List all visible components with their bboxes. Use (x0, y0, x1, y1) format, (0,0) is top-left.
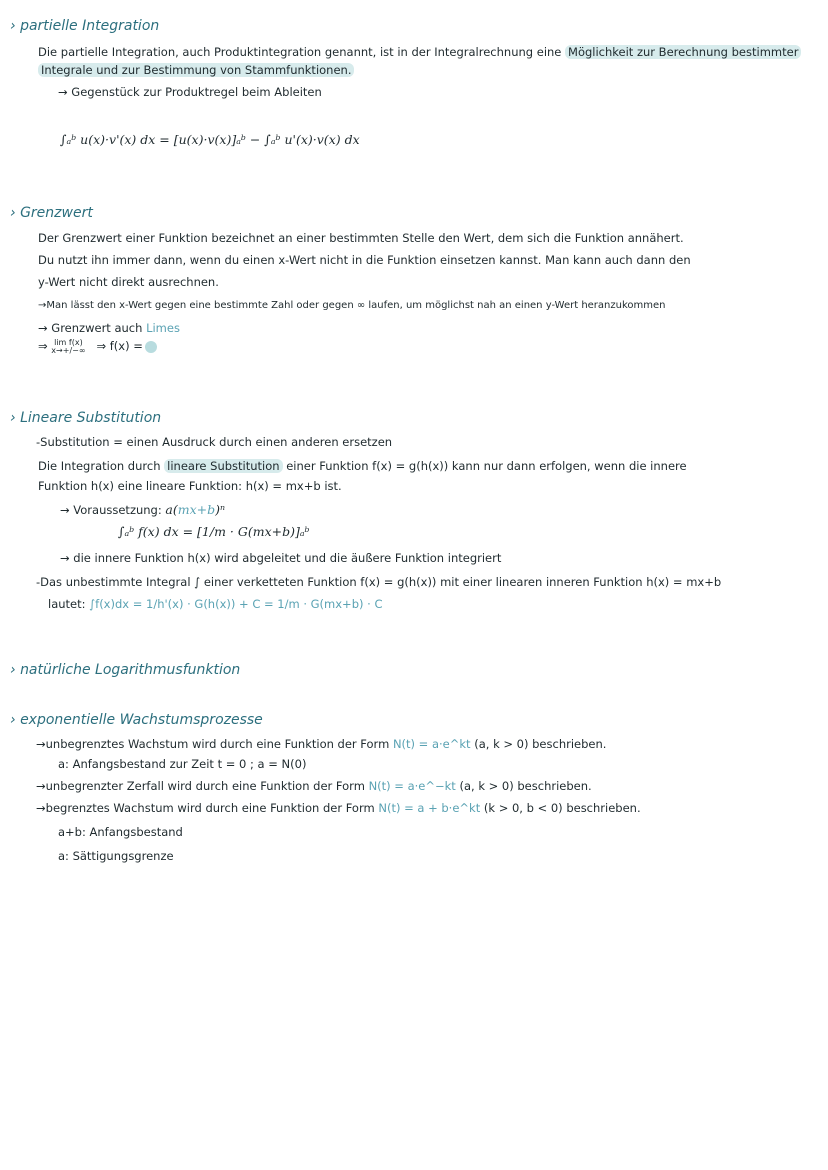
growth-initial: a: Anfangsbestand zur Zeit t = 0 ; a = N(0) (58, 757, 307, 771)
substitution-text-6: lautet: ∫f(x)dx = 1/h'(x) · G(h(x)) + C = 1/m · G(mx+b) · C (48, 597, 383, 611)
partial-integration-note: → Gegenstück zur Produktregel beim Ableiten (58, 85, 322, 99)
substitution-text-1: -Substitution = einen Ausdruck durch einen anderen ersetzen (36, 435, 393, 449)
substitution-formula: ∫ₐᵇ f(x) dx = [1/m · G(mx+b)]ₐᵇ (118, 524, 310, 539)
limit-text-2: Du nutzt ihn immer dann, wenn du einen x-Wert nicht in die Funktion einsetzen kannst. Man kann auch dann den (38, 253, 691, 267)
partial-integration-title: › partielle Integration (10, 18, 160, 34)
growth-bounded-initial: a+b: Anfangsbestand (58, 825, 183, 839)
substitution-text-3: Funktion h(x) eine lineare Funktion: h(x) = mx+b ist. (38, 479, 342, 493)
limit-text-4: →Man lässt den x-Wert gegen eine bestimmte Zahl oder gegen ∞ laufen, um möglichst nah an einen y-Wert heranzukommen (38, 300, 666, 311)
growth-saturation: a: Sättigungsgrenze (58, 849, 174, 863)
growth-title: › exponentielle Wachstumsprozesse (10, 712, 263, 728)
growth-unbounded: →unbegrenztes Wachstum wird durch eine Funktion der Form N(t) = a·e^kt (a, k > 0) beschrieben. (36, 737, 607, 751)
limit-title: › Grenzwert (10, 205, 93, 221)
growth-bounded: →begrenztes Wachstum wird durch eine Funktion der Form N(t) = a + b·e^kt (k > 0, b < 0) beschrieben. (36, 801, 641, 815)
substitution-condition: → Voraussetzung: a(mx+b)ⁿ (60, 502, 226, 517)
limit-text-3: y-Wert nicht direkt ausrechnen. (38, 275, 219, 289)
limit-text-5: → Grenzwert auch Limes (38, 321, 180, 335)
partial-integration-formula: ∫ₐᵇ u(x)·v'(x) dx = [u(x)·v(x)]ₐᵇ − ∫ₐᵇ u'(x)·v(x) dx (60, 132, 360, 147)
partial-integration-text-2: Integrale und zur Bestimmung von Stammfunktionen. (38, 62, 354, 78)
substitution-text-4: → die innere Funktion h(x) wird abgeleitet und die äußere Funktion integriert (60, 551, 502, 565)
substitution-text-2: Die Integration durch lineare Substitution einer Funktion f(x) = g(h(x)) kann nur dann erfolgen, wenn die innere (38, 459, 687, 473)
limit-formula: ⇒ lim f(x) x→+/−∞ ⇒ f(x) = (38, 338, 157, 355)
substitution-text-5: -Das unbestimmte Integral ∫ einer verketteten Funktion f(x) = g(h(x)) mit einer linearen inneren Funktion h(x) = mx+b (36, 575, 722, 589)
substitution-title: › Lineare Substitution (10, 410, 162, 426)
partial-integration-text-1: Die partielle Integration, auch Produktintegration genannt, ist in der Integralrechnung eine Möglichkeit zur Berechnung bestimmter (38, 44, 801, 60)
placeholder-dot (145, 341, 157, 353)
ln-title: › natürliche Logarithmusfunktion (10, 662, 241, 678)
growth-decay: →unbegrenzter Zerfall wird durch eine Funktion der Form N(t) = a·e^−kt (a, k > 0) beschrieben. (36, 779, 592, 793)
limit-text-1: Der Grenzwert einer Funktion bezeichnet an einer bestimmten Stelle den Wert, dem sich die Funktion annähert. (38, 231, 684, 245)
